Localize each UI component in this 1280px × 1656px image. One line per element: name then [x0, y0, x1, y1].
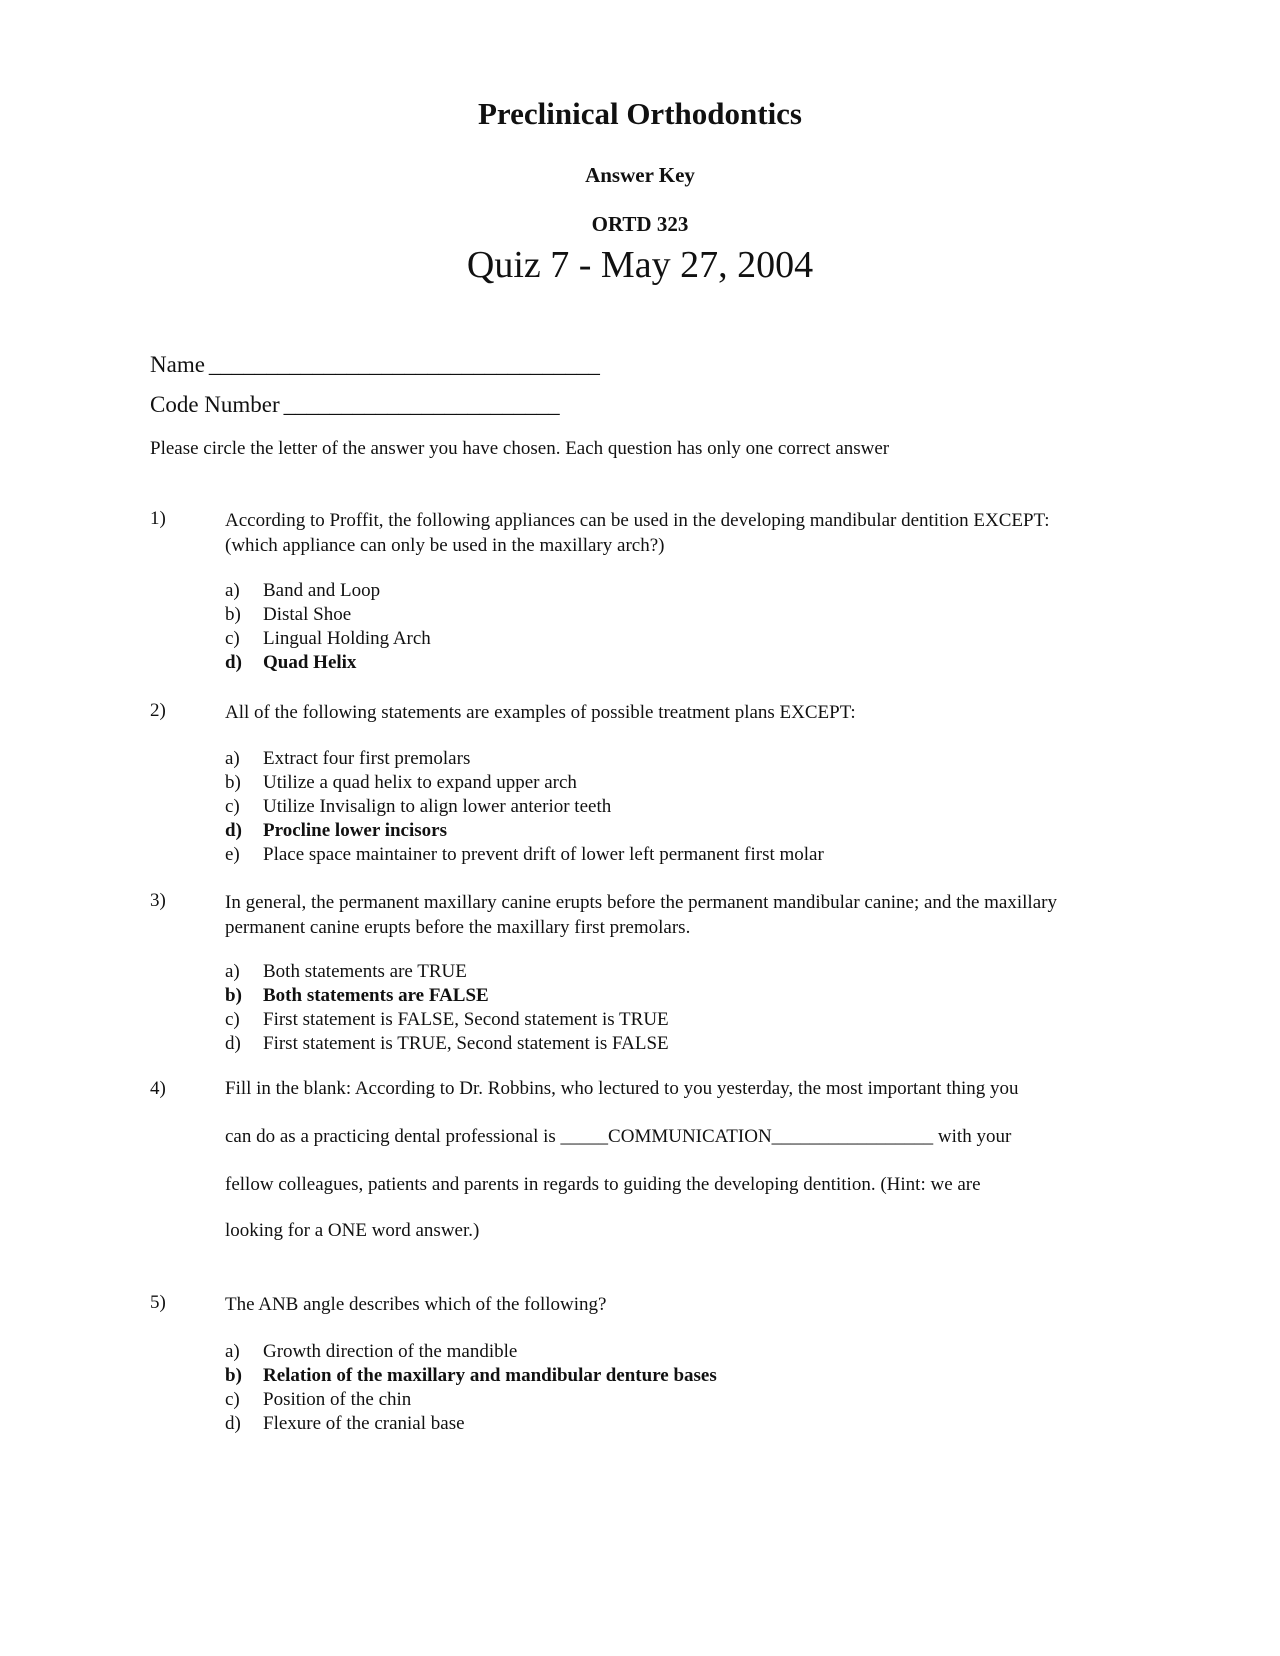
option-text: Relation of the maxillary and mandibular denture bases [263, 1365, 717, 1386]
option-text: Quad Helix [263, 652, 357, 673]
question-number: 4) [150, 1078, 166, 1099]
option-letter: d) [225, 1033, 241, 1054]
answer-options [225, 960, 669, 1056]
option[interactable] [225, 771, 824, 795]
option-correct[interactable] [225, 1364, 717, 1388]
quiz-heading: Quiz 7 - May 27, 2004 [466, 244, 814, 286]
option-text: Utilize a quad helix to expand upper arch [263, 772, 577, 793]
question-text: In general, the permanent maxillary canine erupts before the permanent mandibular canine; and the maxillary permanent canine erupts before the maxillary first premolars. [225, 892, 1057, 938]
option-letter: a) [225, 961, 240, 982]
answer-options [225, 1340, 717, 1436]
option-text: First statement is FALSE, Second statement is TRUE [263, 1009, 669, 1030]
question-number: 5) [150, 1292, 166, 1313]
question-text: All of the following statements are examples of possible treatment plans EXCEPT: [225, 702, 856, 723]
question-number: 3) [150, 890, 166, 911]
question-text-line: looking for a ONE word answer.) [225, 1220, 480, 1241]
option[interactable] [225, 1412, 717, 1436]
question-text: According to Proffit, the following appliances can be used in the developing mandibular dentition EXCEPT: (which appliance can only be used in the maxillary arch?) [225, 510, 1050, 556]
option[interactable] [225, 1008, 669, 1032]
option-text: First statement is TRUE, Second statement is FALSE [263, 1033, 669, 1054]
option[interactable] [225, 795, 824, 819]
document-subtitle: Answer Key [585, 163, 695, 187]
option[interactable] [225, 1032, 669, 1056]
answer-options [225, 747, 824, 867]
question-number: 1) [150, 508, 166, 529]
name-label: Name [150, 352, 205, 377]
option-text: Utilize Invisalign to align lower anterior teeth [263, 796, 612, 817]
option-text: Flexure of the cranial base [263, 1413, 465, 1434]
name-blank-line[interactable]: __________________________________ [208, 352, 600, 377]
option-text: Growth direction of the mandible [263, 1341, 518, 1362]
question-text-line: Fill in the blank: According to Dr. Robbins, who lectured to you yesterday, the most important thing you [225, 1078, 1019, 1099]
option-letter: d) [225, 1413, 241, 1434]
option-text: Both statements are TRUE [263, 961, 467, 982]
option-correct[interactable] [225, 651, 431, 675]
code-number-field[interactable] [150, 392, 560, 418]
code-number-label: Code Number [150, 392, 280, 417]
option-letter: b) [225, 772, 241, 793]
option-letter: b) [225, 604, 241, 625]
option-correct[interactable] [225, 984, 669, 1008]
option[interactable] [225, 960, 669, 984]
question-text: The ANB angle describes which of the following? [225, 1294, 607, 1315]
option-text: Extract four first premolars [263, 748, 471, 769]
option-text: Distal Shoe [263, 604, 352, 625]
option[interactable] [225, 1340, 717, 1364]
name-field[interactable] [150, 352, 600, 378]
option[interactable] [225, 843, 824, 867]
option-letter: a) [225, 580, 240, 601]
option-correct[interactable] [225, 819, 824, 843]
option[interactable] [225, 1388, 717, 1412]
option-letter: d) [225, 652, 242, 673]
course-code: ORTD 323 [591, 212, 689, 236]
option-letter: b) [225, 985, 242, 1006]
question-text-line: fellow colleagues, patients and parents in regards to guiding the developing dentition. (Hint: we are [225, 1174, 981, 1195]
option[interactable] [225, 579, 431, 603]
option-letter: c) [225, 1009, 240, 1030]
option[interactable] [225, 747, 824, 771]
instructions-text: Please circle the letter of the answer you have chosen. Each question has only one correct answer [150, 438, 890, 459]
answer-options [225, 579, 431, 675]
document-title: Preclinical Orthodontics [477, 96, 803, 131]
option-letter: a) [225, 748, 240, 769]
option[interactable] [225, 627, 431, 651]
option[interactable] [225, 603, 431, 627]
option-text: Procline lower incisors [263, 820, 447, 841]
option-text: Position of the chin [263, 1389, 412, 1410]
option-text: Both statements are FALSE [263, 985, 489, 1006]
option-letter: c) [225, 1389, 240, 1410]
option-letter: c) [225, 628, 240, 649]
option-letter: d) [225, 820, 242, 841]
question-text-line-with-blank[interactable]: can do as a practicing dental professional is _____COMMUNICATION_________________ with your [225, 1126, 1012, 1147]
option-letter: e) [225, 844, 240, 865]
option-text: Place space maintainer to prevent drift of lower left permanent first molar [263, 844, 824, 865]
option-letter: a) [225, 1341, 240, 1362]
question-number: 2) [150, 700, 166, 721]
option-letter: b) [225, 1365, 242, 1386]
option-text: Band and Loop [263, 580, 381, 601]
code-number-blank-line[interactable]: ________________________ [283, 392, 560, 417]
option-letter: c) [225, 796, 240, 817]
option-text: Lingual Holding Arch [263, 628, 431, 649]
